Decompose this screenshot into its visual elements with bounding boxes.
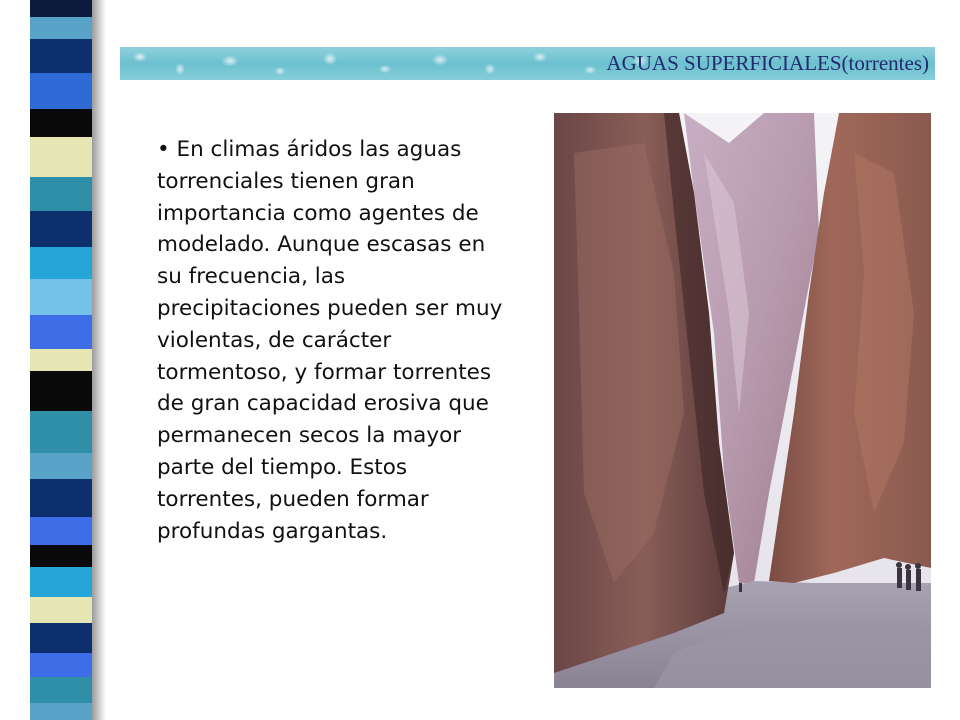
bullet-paragraph: • En climas áridos las aguas torrenciales tienen gran importancia como agentes de modelado. Aunque escasas en su frecuencia, las precipitaciones pueden ser muy violentas, de carácter tormentoso, y formar torrentes de gran capacidad erosiva que permanecen secos la mayor parte del tiempo. Estos torrentes, pueden formar profundas gargantas. bbox=[157, 137, 503, 544]
canyon-photo bbox=[554, 113, 931, 688]
decorative-color-stripe bbox=[30, 0, 92, 720]
title-banner bbox=[120, 47, 935, 80]
slide-title: AGUAS SUPERFICIALES(torrentes) bbox=[606, 51, 929, 75]
stripe-shadow bbox=[92, 0, 106, 720]
